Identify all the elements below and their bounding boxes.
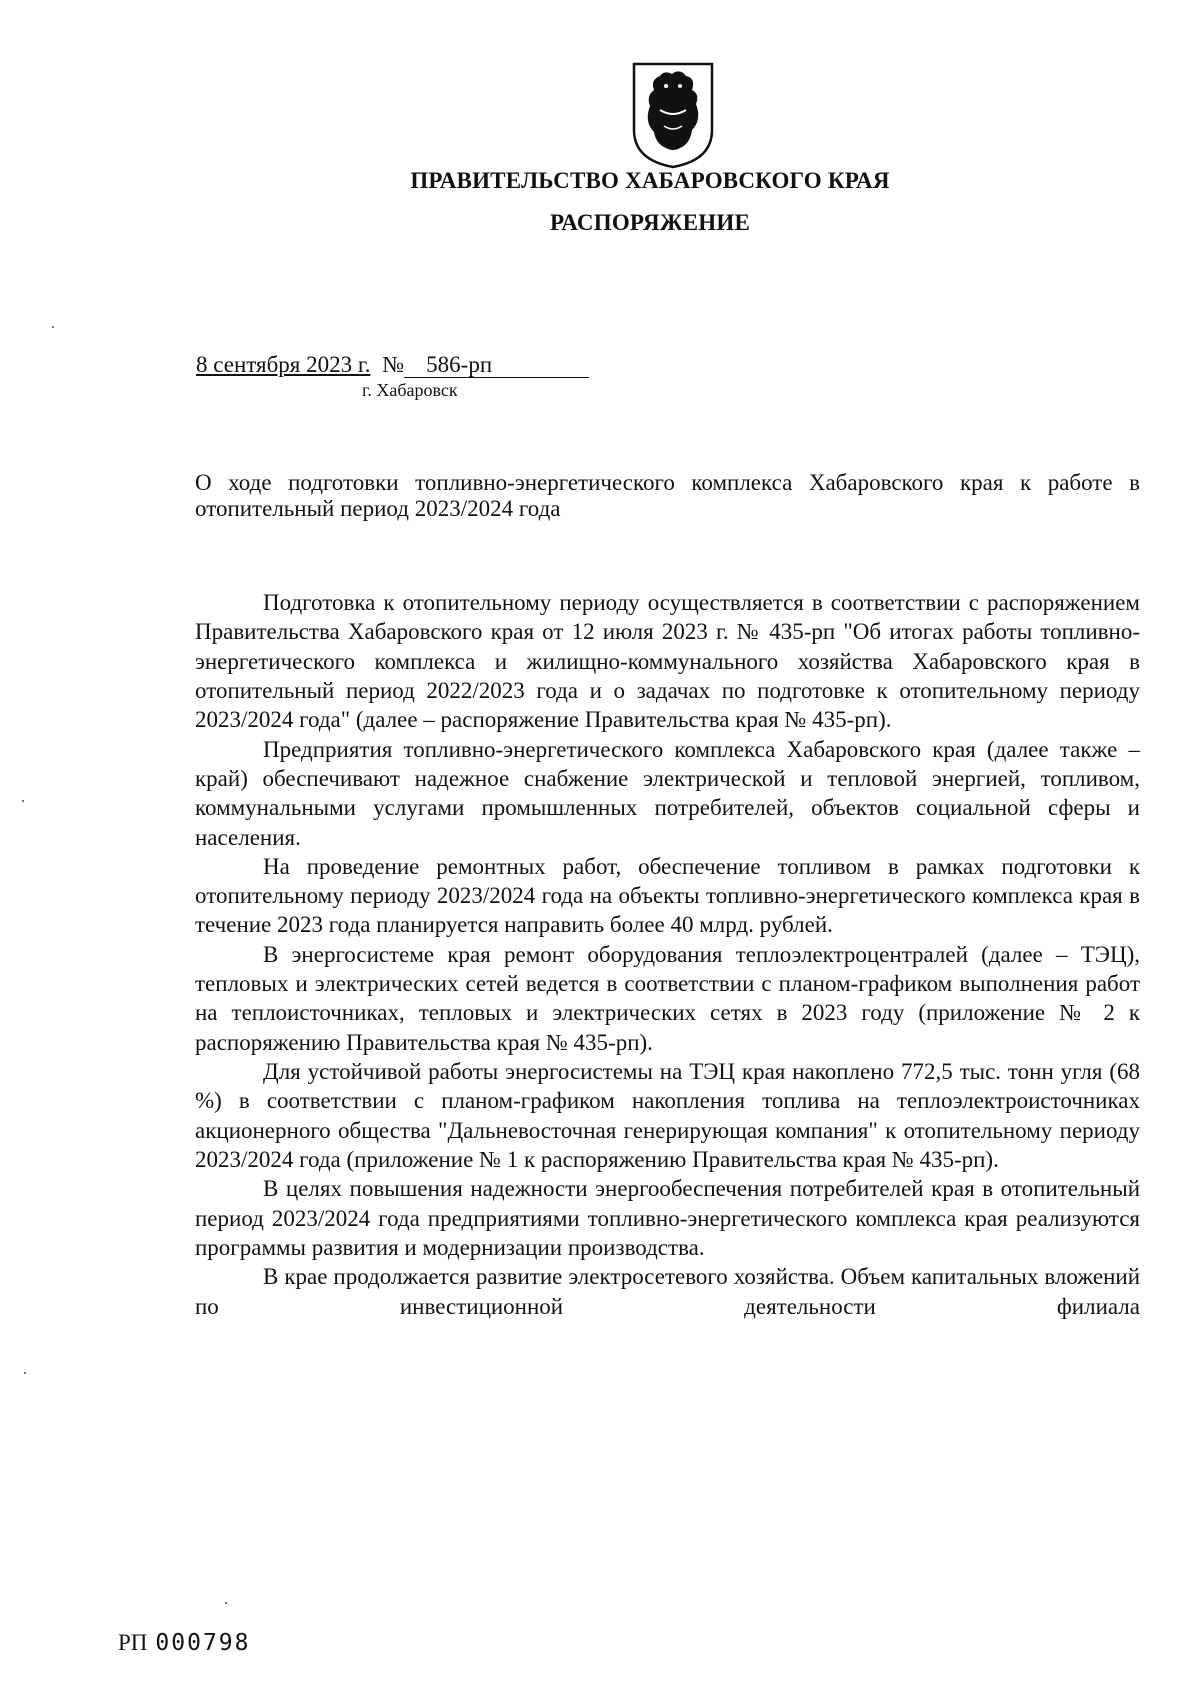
doc-date: 8 сентября 2023 г.: [196, 352, 371, 377]
footer-code-number: 000798: [155, 1630, 251, 1656]
body-paragraph: Подготовка к отопительному периоду осуществляется в соответствии с распоряжением Правительства Хабаровского края от 12 июля 2023 г. № 435-рп "Об итогах работы топливно-энергетического комплекса и жилищно-коммунального хозяйства Хабаровского края в отопительный период 2022/2023 года и о задачах по подготовке к отопительному периоду 2023/2024 года" (далее – распоряжение Правительства края № 435-рп).: [195, 590, 1140, 733]
body-paragraph: Предприятия топливно-энергетического комплекса Хабаровского края (далее также – край) обеспечивают надежное снабжение электрической и тепловой энергией, топливом, коммунальными услугами промышленных потребителей, объектов социальной сферы и населения.: [195, 736, 1140, 850]
body-paragraph: В энергосистеме края ремонт оборудования теплоэлектроцентралей (далее – ТЭЦ), тепловых и электрических сетей ведется в соответствии с планом-графиком выполнения работ на теплоисточниках, тепловых и электрических сетях в 2023 году (приложение № 2 к распоряжению Правительства края № 435-рп).: [195, 941, 1140, 1055]
date-number-line: [196, 352, 589, 378]
scan-speck: [24, 1372, 26, 1374]
scan-speck: [52, 326, 54, 328]
body-paragraph: В целях повышения надежности энергообеспечения потребителей края в отопительный период 2023/2024 года предприятиями топливно-энергетического комплекса края реализуются программы развития и модернизации производства.: [195, 1176, 1140, 1260]
doc-city: г. Хабаровск: [362, 380, 458, 400]
body-paragraph: Для устойчивой работы энергосистемы на ТЭЦ края накоплено 772,5 тыс. тонн угля (68 %) в соответствии с планом-графиком накопления топлива на теплоэлектроисточниках акционерного общества "Дальневосточная генерирующая компания" к отопительному периоду 2023/2024 года (приложение № 1 к распоряжению Правительства края № 435-рп).: [195, 1059, 1140, 1172]
body-paragraph: На проведение ремонтных работ, обеспечение топливом в рамках подготовки к отопительному периоду 2023/2024 года на объекты топливно-энергетического комплекса края в течение 2023 года планируется направить более 40 млрд. рублей.: [195, 853, 1140, 938]
coat-of-arms-bear-icon: [630, 60, 716, 170]
footer-prefix: РП: [118, 1630, 148, 1655]
number-label: №: [382, 352, 405, 377]
scan-speck: [225, 1602, 227, 1604]
org-name: ПРАВИТЕЛЬСТВО ХАБАРОВСКОГО КРАЯ: [410, 168, 890, 193]
footer-doc-code: [118, 1630, 251, 1656]
body-paragraph: В крае продолжается развитие электросетевого хозяйства. Объем капитальных вложений по инвестиционной деятельности филиала: [195, 1264, 1140, 1319]
doc-type-title: РАСПОРЯЖЕНИЕ: [549, 210, 751, 235]
doc-number: 586-рп: [404, 353, 589, 378]
scan-speck: [22, 800, 24, 802]
doc-body: [195, 588, 1140, 1321]
doc-subject: О ходе подготовки топливно-энергетического комплекса Хабаровского края к работе в отопительный период 2023/2024 года: [195, 470, 1140, 522]
